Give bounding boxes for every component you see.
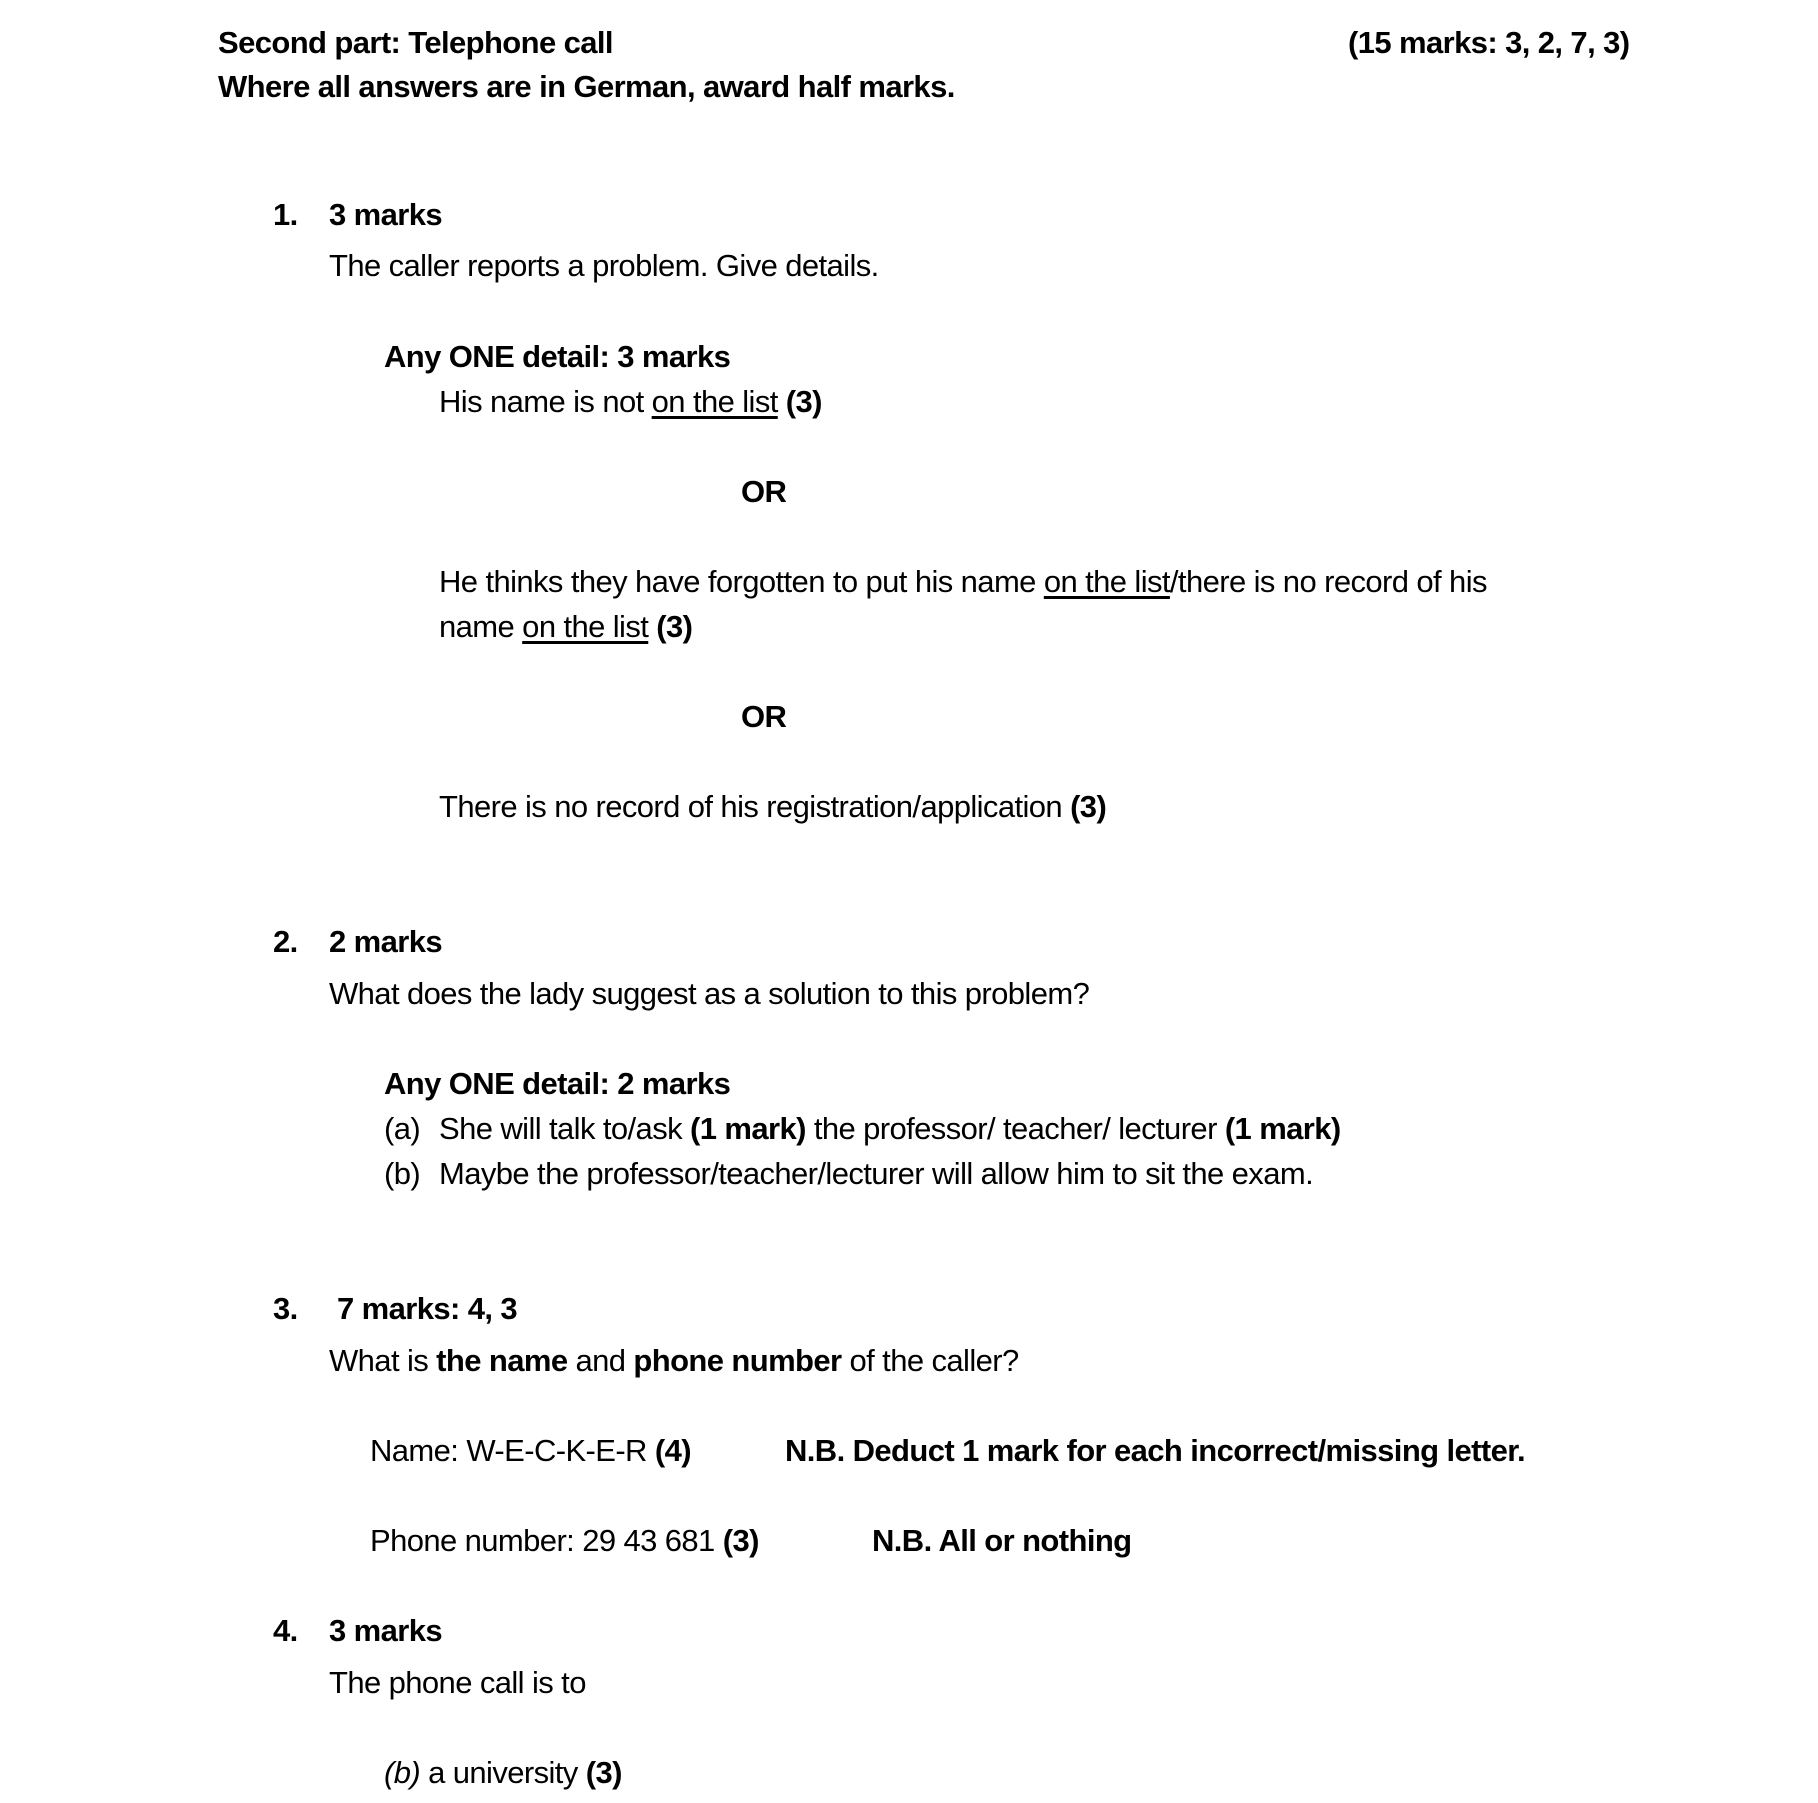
question-1-answer-2-line-1 xyxy=(439,562,1487,602)
underlined-phrase: on the list xyxy=(522,609,649,644)
answer-score: (1 mark) xyxy=(1224,1111,1341,1146)
question-text: What is xyxy=(329,1343,437,1378)
answer-text: His name is not xyxy=(439,384,652,419)
question-1-marks: 3 marks xyxy=(329,197,443,232)
underlined-phrase: on the list xyxy=(1043,564,1170,599)
answer-text: There is no record of his registration/application xyxy=(439,789,1071,824)
option-a-label: (a) xyxy=(384,1111,421,1146)
question-4-marks: 3 marks xyxy=(329,1613,443,1648)
question-1-rule: Any ONE detail: 3 marks xyxy=(384,339,731,374)
question-4-number: 4. xyxy=(273,1613,298,1648)
question-3-number: 3. xyxy=(273,1291,298,1326)
answer-text: He thinks they have forgotten to put his name xyxy=(439,564,1044,599)
instruction-text: Where all answers are in German, award half marks. xyxy=(218,69,955,104)
option-b-text: Maybe the professor/teacher/lecturer will allow him to sit the exam. xyxy=(439,1156,1314,1191)
question-4-answer xyxy=(384,1753,622,1793)
or-divider: OR xyxy=(741,699,787,734)
question-3-text xyxy=(329,1341,1019,1381)
question-3-marks: 7 marks: 4, 3 xyxy=(337,1291,518,1326)
answer-score: (4) xyxy=(654,1433,691,1468)
answer-text: the professor/ teacher/ lecturer xyxy=(805,1111,1225,1146)
answer-text: Phone number: 29 43 681 xyxy=(370,1523,723,1558)
answer-score: (3) xyxy=(1070,789,1107,824)
phone-note: N.B. All or nothing xyxy=(872,1523,1132,1558)
emphasis: the name xyxy=(436,1343,568,1378)
answer-text: name xyxy=(439,609,523,644)
question-1-text: The caller reports a problem. Give details. xyxy=(329,248,879,283)
answer-score: (3) xyxy=(722,1523,759,1558)
answer-text: /there is no record of his xyxy=(1169,564,1487,599)
question-1-answer-2-line-2 xyxy=(439,607,692,647)
phone-answer xyxy=(370,1521,759,1561)
name-answer xyxy=(370,1431,691,1471)
name-note: N.B. Deduct 1 mark for each incorrect/missing letter. xyxy=(785,1433,1526,1468)
answer-score: (1 mark) xyxy=(690,1111,806,1146)
answer-score: (3) xyxy=(785,384,822,419)
question-2-number: 2. xyxy=(273,924,298,959)
question-4-text: The phone call is to xyxy=(329,1665,586,1700)
underlined-phrase: on the list xyxy=(651,384,778,419)
question-1-answer-3 xyxy=(439,787,1106,827)
question-1-answer-1 xyxy=(439,382,822,422)
or-divider: OR xyxy=(741,474,787,509)
answer-text: She will talk to/ask xyxy=(439,1111,691,1146)
answer-text: Name: W-E-C-K-E-R xyxy=(370,1433,655,1468)
question-2-rule: Any ONE detail: 2 marks xyxy=(384,1066,731,1101)
option-b-label: (b) xyxy=(384,1156,421,1191)
emphasis: phone number xyxy=(633,1343,842,1378)
question-1-number: 1. xyxy=(273,197,298,232)
option-a-text xyxy=(439,1109,1341,1149)
answer-text: a university xyxy=(420,1755,586,1790)
question-text: of the caller? xyxy=(841,1343,1019,1378)
answer-score: (3) xyxy=(656,609,693,644)
question-text: and xyxy=(567,1343,634,1378)
answer-score: (3) xyxy=(585,1755,622,1790)
question-2-marks: 2 marks xyxy=(329,924,443,959)
total-marks: (15 marks: 3, 2, 7, 3) xyxy=(1348,25,1630,60)
question-2-text: What does the lady suggest as a solution to this problem? xyxy=(329,976,1090,1011)
answer-label: (b) xyxy=(384,1755,421,1790)
section-title: Second part: Telephone call xyxy=(218,25,613,60)
